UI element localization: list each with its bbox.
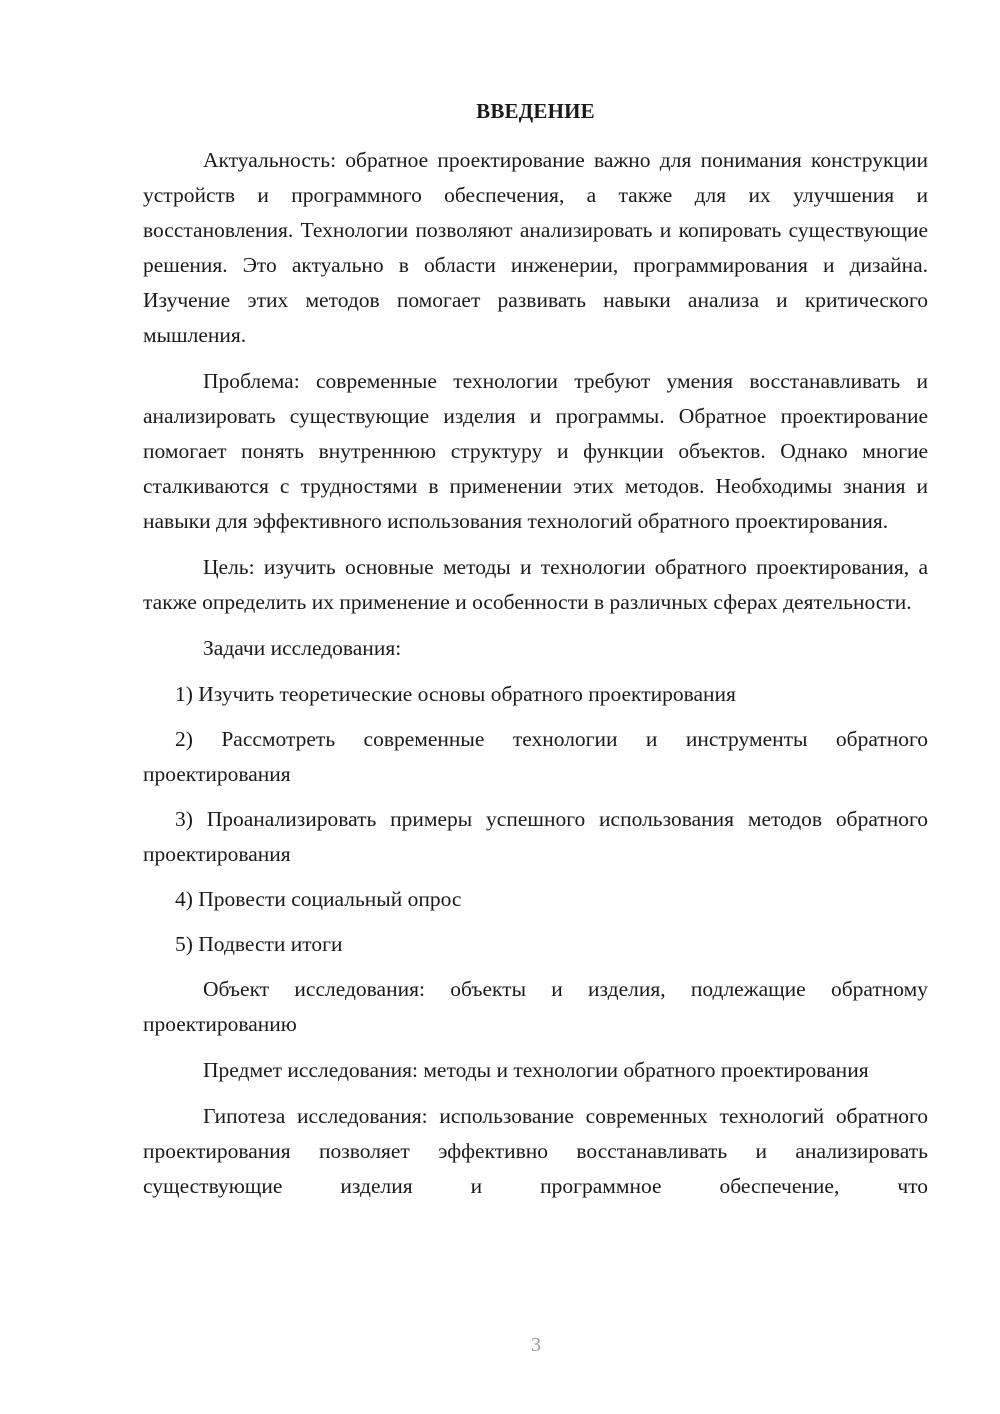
- task-item-5: 5) Подвести итоги: [175, 932, 343, 956]
- paragraph-problem: Проблема: современные технологии требуют умения восстанавливать и анализировать существующие изделия и программы. Обратное проектирование помогает понять внутреннюю структуру и функции объектов. Однако многие сталкиваются с трудностями в применении этих методов. Необходимы знания и навыки для эффективного использования технологий обратного проектирования.: [143, 369, 928, 533]
- task-item-1: 1) Изучить теоретические основы обратного проектирования: [175, 682, 736, 706]
- section-heading: ВВЕДЕНИЕ: [476, 99, 595, 123]
- paragraph-hypothesis: Гипотеза исследования: использование современных технологий обратного проектирования позволяет эффективно восстанавливать и анализировать существующие изделия и программное обеспечение, что: [143, 1104, 928, 1198]
- paragraph-object: Объект исследования: объекты и изделия, подлежащие обратному проектированию: [143, 977, 928, 1036]
- task-item-3: 3) Проанализировать примеры успешного использования методов обратного проектирования: [143, 807, 928, 866]
- paragraph-relevance: Актуальность: обратное проектирование важно для понимания конструкции устройств и программного обеспечения, а также для их улучшения и восстановления. Технологии позволяют анализировать и копировать существующие решения. Это актуально в области инженерии, программирования и дизайна. Изучение этих методов помогает развивать навыки анализа и критического мышления.: [143, 148, 928, 347]
- document-page: [143, 94, 928, 1215]
- task-item-2: 2) Рассмотреть современные технологии и инструменты обратного проектирования: [143, 727, 928, 786]
- task-list: [143, 677, 928, 962]
- paragraph-tasks-title: Задачи исследования:: [203, 636, 402, 660]
- task-item-4: 4) Провести социальный опрос: [175, 887, 462, 911]
- paragraph-goal: Цель: изучить основные методы и технологии обратного проектирования, а также определить их применение и особенности в различных сферах деятельности.: [143, 555, 928, 614]
- page-number: 3: [531, 1334, 541, 1356]
- paragraph-subject: Предмет исследования: методы и технологии обратного проектирования: [203, 1058, 869, 1082]
